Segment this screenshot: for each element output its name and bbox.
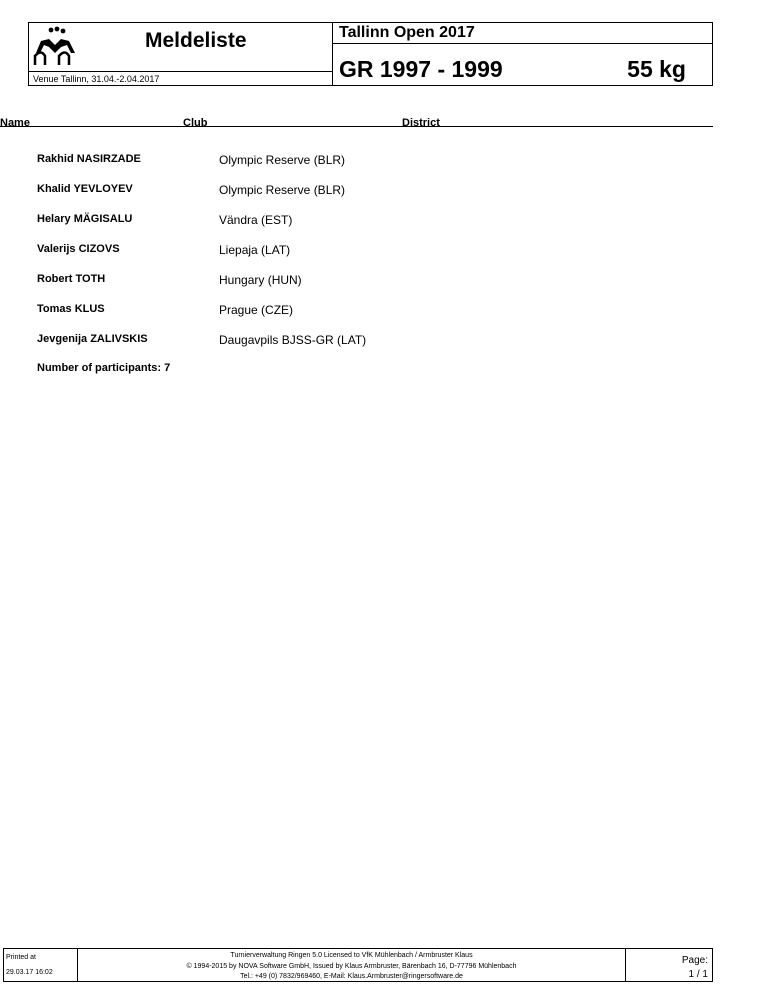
participant-club: Hungary (HUN) [219,273,302,287]
header-right-box [332,22,713,86]
wrestlers-logo-icon [31,25,81,67]
page-footer [3,948,713,982]
event-divider [333,43,712,44]
document-title: Meldeliste [145,29,247,52]
printed-label: Printed at [6,954,36,961]
page-label: Page: [681,955,708,966]
header-divider [29,71,332,72]
license-cell [78,949,626,981]
list-item [0,243,713,261]
participant-name: Helary MÄGISALU [37,213,133,225]
list-item [0,273,713,291]
venue-text: Venue Tallinn, 31.04.-2.04.2017 [33,74,160,84]
column-header-name: Name [0,117,30,129]
event-title: Tallinn Open 2017 [339,24,475,41]
participant-club: Daugavpils BJSS-GR (LAT) [219,333,367,347]
participant-name: Tomas KLUS [37,303,105,315]
participant-name: Khalid YEVLOYEV [37,183,133,195]
participant-club: Olympic Reserve (BLR) [219,153,346,167]
header-left-box [28,22,332,86]
participant-club: Vändra (EST) [219,213,293,227]
participant-name: Valerijs CIZOVS [37,243,120,255]
column-header-district: District [402,117,440,129]
list-item [0,183,713,201]
license-line-2: © 1994-2015 by NOVA Software GmbH, Issued by Klaus Armbruster, Bärenbach 16, D-77796 Mühlenbach [186,963,517,970]
page-cell [626,949,712,981]
list-item [0,153,713,171]
participant-club: Liepaja (LAT) [219,243,291,257]
page-number: 1 / 1 [688,969,708,980]
printed-value: 29.03.17 16:02 [6,969,53,976]
printed-cell [4,949,78,981]
list-item [0,303,713,321]
list-item [0,333,713,351]
list-item [0,213,713,231]
participant-count: Number of participants: 7 [37,362,171,374]
participant-name: Robert TOTH [37,273,106,285]
participant-name: Rakhid NASIRZADE [37,153,141,165]
weight-class: 55 kg [627,56,686,82]
participant-club: Olympic Reserve (BLR) [219,183,346,197]
age-group: GR 1997 - 1999 [339,56,503,82]
column-header-rule [0,126,713,127]
license-line-1: Turnierverwaltung Ringen 5.0 Licensed to VfK Mühlenbach / Armbruster Klaus [230,952,473,959]
column-header-club: Club [183,117,208,129]
participant-club: Prague (CZE) [219,303,294,317]
participant-name: Jevgenija ZALIVSKIS [37,333,148,345]
license-line-3: Tel.: +49 (0) 7832/969460, E-Mail: Klaus.Armbruster@ringersoftware.de [240,973,463,980]
